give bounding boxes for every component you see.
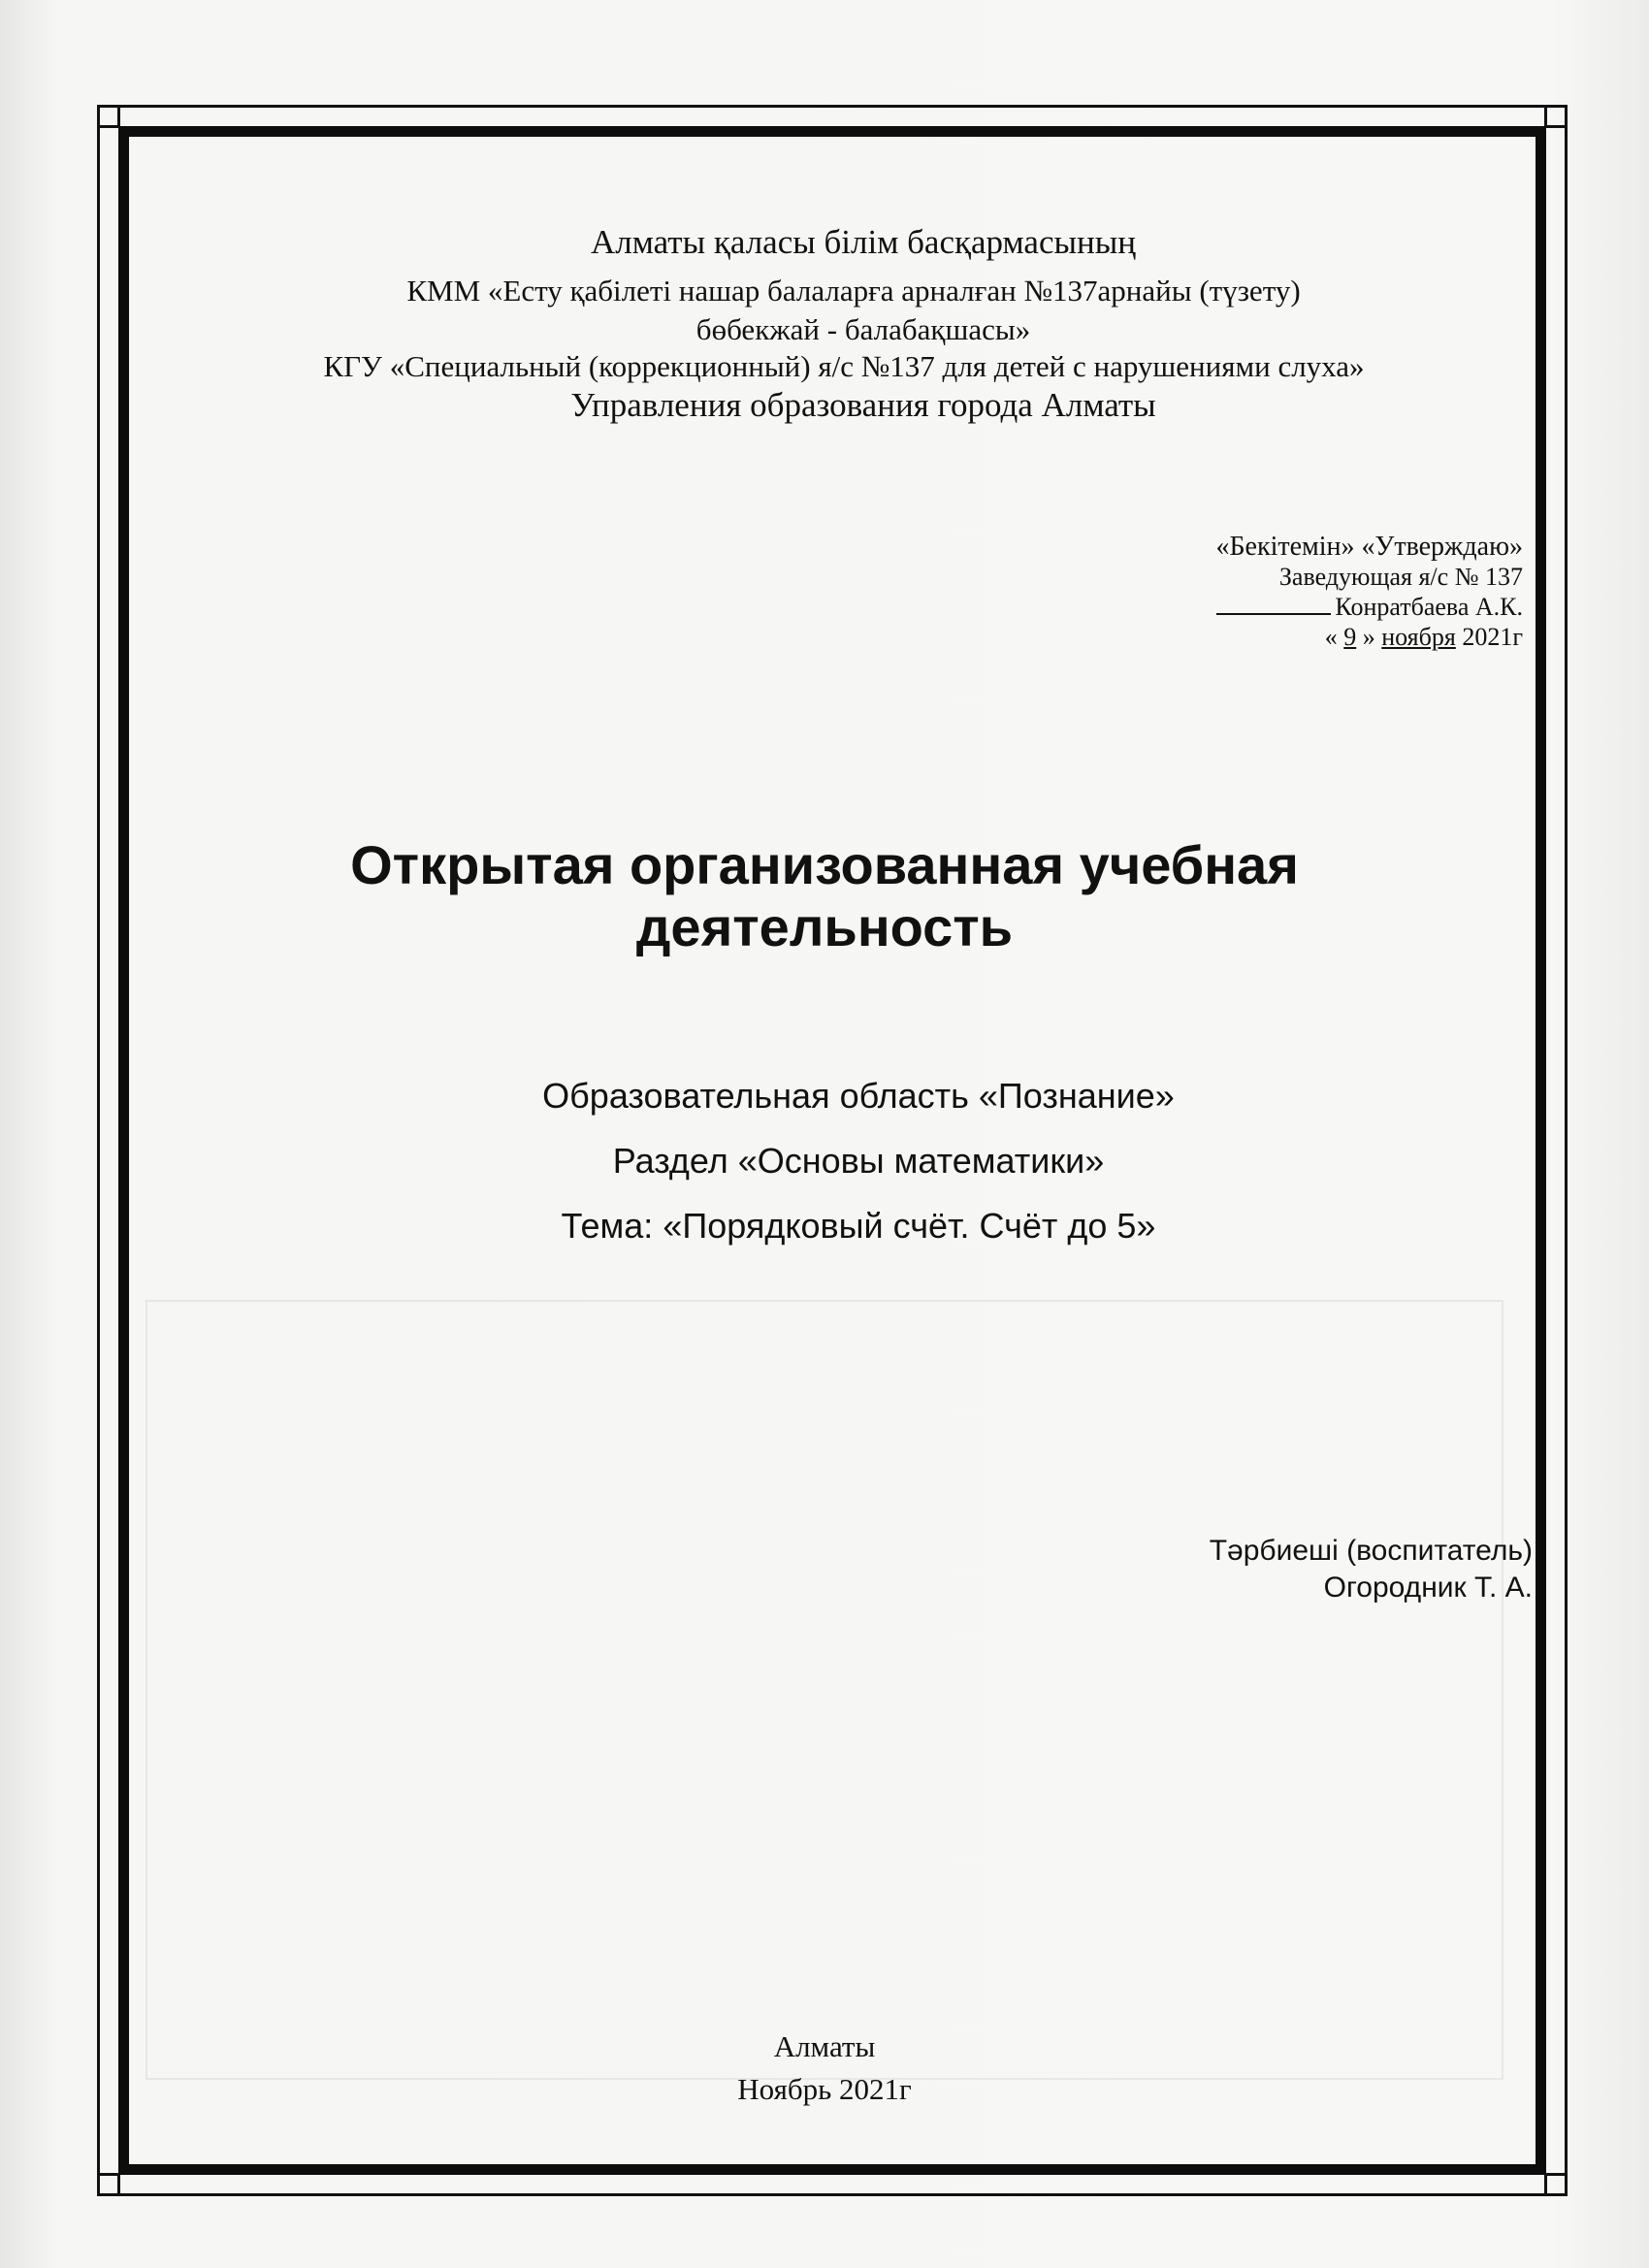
header-line-3: бөбекжай - балабақшасы»	[695, 312, 1031, 346]
header-line-5: Управления образования города Алматы	[570, 386, 1156, 424]
header-line-4: КГУ «Специальный (коррекционный) я/с №137 для детей с нарушениями слуха»	[323, 349, 1365, 383]
corner-ornament	[1544, 2173, 1568, 2196]
educator-role: Тәрбиеші (воспитатель)	[1209, 1535, 1533, 1567]
approval-signature-line	[1215, 592, 1523, 622]
corner-ornament	[97, 2173, 120, 2196]
title-line-1: Открытая организованная учебная	[350, 834, 1299, 895]
footer-city: Алматы	[773, 2029, 876, 2063]
date-close-quote: »	[1362, 623, 1375, 651]
approval-title: «Бекітемін» «Утверждаю»	[1215, 532, 1523, 562]
corner-ornament	[97, 105, 120, 128]
approval-block	[1215, 532, 1523, 652]
corner-ornament	[1544, 105, 1568, 128]
date-month: ноября	[1381, 623, 1456, 651]
section-name: Раздел «Основы математики»	[612, 1141, 1105, 1181]
header-line-1: Алматы қаласы білім басқармасының	[591, 223, 1136, 261]
date-open-quote: «	[1324, 623, 1338, 651]
footer	[194, 2025, 1455, 2111]
title-line-2: деятельность	[635, 896, 1014, 957]
educator-block	[1210, 1533, 1533, 1606]
date-year: 2021г	[1462, 623, 1523, 651]
lesson-topic: Тема: «Порядковый счёт. Счёт до 5»	[561, 1206, 1156, 1246]
approval-name: Конратбаева А.К.	[1335, 593, 1523, 621]
educator-name: Огородник Т. А.	[1323, 1571, 1533, 1604]
footer-date: Ноябрь 2021г	[737, 2072, 912, 2106]
educational-area: Образовательная область «Познание»	[542, 1076, 1175, 1116]
document-title	[194, 834, 1455, 958]
signature-blank	[1216, 613, 1331, 615]
date-day: 9	[1343, 623, 1357, 651]
header-line-2: КММ «Есту қабілеті нашар балаларға арналған №137арнайы (түзету)	[406, 274, 1301, 308]
approval-date	[1215, 622, 1523, 652]
approval-position: Заведующая я/с № 137	[1278, 563, 1523, 591]
